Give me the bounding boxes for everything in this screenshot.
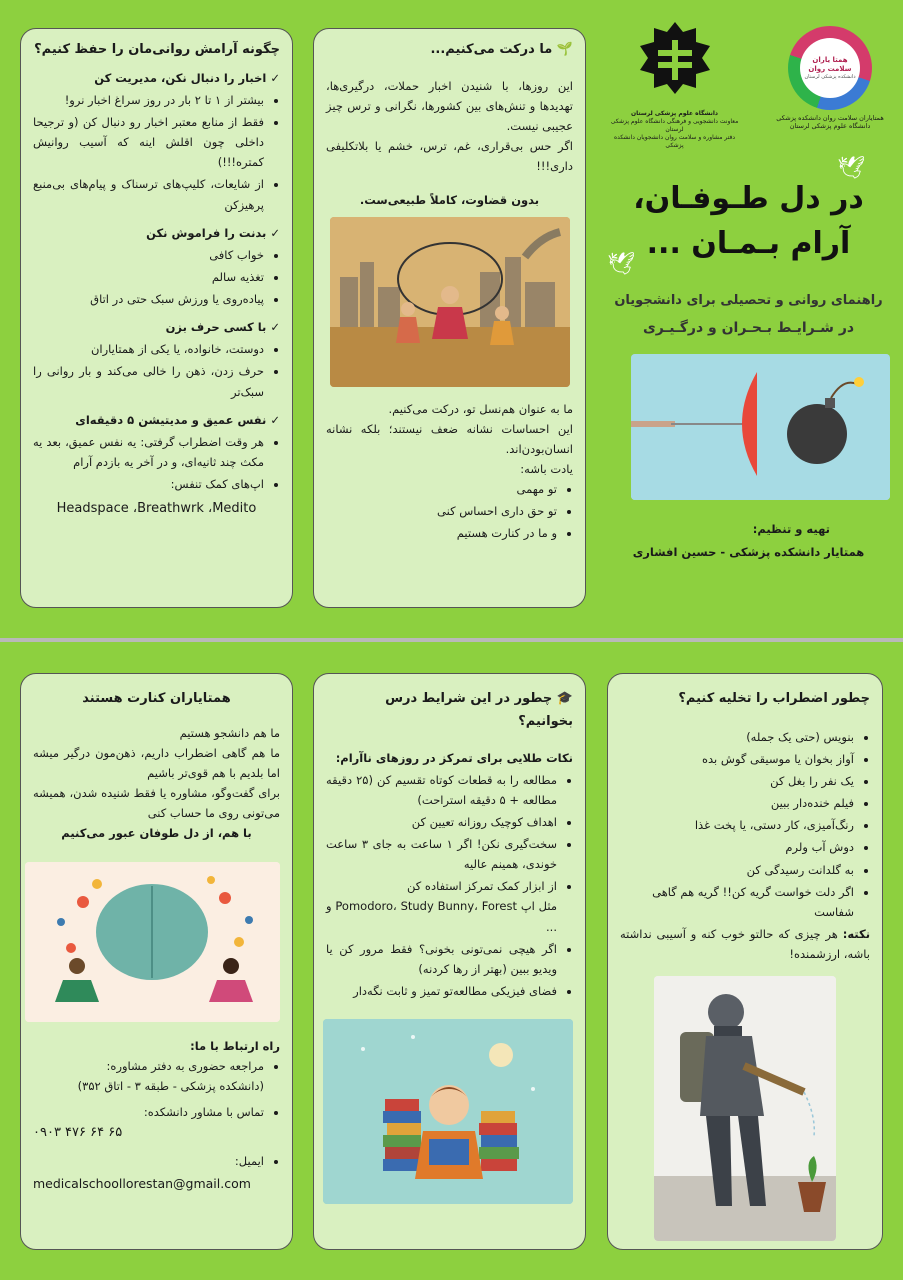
study-list (326, 770, 573, 1001)
list-item: • بنویس (حتی یک جمله) (620, 727, 854, 747)
dove-icon: 🕊 (607, 252, 635, 277)
understand-intro-2: اگر حس بی‌قراری، غم، ترس، خشم یا بلاتکلیفی داری!!! (326, 139, 573, 174)
soldier-plant-art (654, 976, 836, 1241)
cover-panel (607, 20, 890, 620)
panel-study-title: 🎓 چطور در این شرایط درس بخوانیم؟ (385, 691, 573, 729)
list-item: • رنگ‌آمیزی، کار دستی، یا پخت غذا (620, 815, 854, 835)
list-item: • تو حق داری احساس کنی (326, 501, 557, 521)
peers-line: برای گفت‌وگو، مشاوره یا فقط شنیده شدن، همیشه می‌تونی روی ما حساب کنی (33, 786, 280, 821)
focus-tools: Pomodoro، Study Bunny، Forest (335, 899, 517, 914)
list-item: • فضای فیزیکی مطالعه‌تو تمیز و ثابت نگه‌دار (326, 981, 557, 1001)
panel-we-understand-title: 🌱 ما درکت می‌کنیم... (430, 42, 573, 57)
calm-list-talk (33, 339, 280, 401)
list-item: • بیشتر از ۱ تا ۲ بار در روز سراغ اخبار نرو! (33, 90, 264, 110)
note-label: نکته: (842, 926, 871, 941)
list-item: • پیاده‌روی یا ورزش سبک حتی در اتاق (33, 289, 264, 309)
logo-inner-text: دانشکده پزشکی لرستان (804, 73, 856, 80)
prepared-label: تهیه و تنظیم: (752, 522, 830, 536)
peers-lines (33, 723, 280, 824)
contact-title: راه ارتباط با ما: (190, 1038, 280, 1053)
calm-heading-body: ✓ بدنت را فراموش نکن (146, 225, 280, 240)
cover-title-line2: آرام بـمـان ... (646, 226, 851, 261)
panel-keep-calm (20, 28, 293, 608)
university-emblem-icon (630, 20, 720, 104)
soldier-watering-plant-illustration (654, 976, 836, 1241)
list-item: • آواز بخوان یا موسیقی گوش بده (620, 749, 854, 769)
list-item: • مطالعه را به قطعات کوتاه تقسیم کن (۲۵ دقیقه مطالعه + ۵ دقیقه استراحت) (326, 770, 557, 810)
reading-boy-art (323, 1019, 573, 1204)
contact-item: • مراجعه حضوری به دفتر مشاوره: (دانشکده پزشکی - طبقه ۳ - اتاق ۳۵۲) (33, 1056, 264, 1096)
sprout-icon: 🌱 (556, 42, 573, 57)
understand-para-2: این احساسات نشانه ضعف نیستند؛ بلکه نشانه انسان‌بودن‌اند. (326, 421, 573, 456)
contact-list (33, 1056, 280, 1171)
cover-title-line1: در دل طـوفـان، (633, 181, 864, 216)
understand-intro: این روزها، با شنیدن اخبار حملات، درگیری‌ها، تهدیدها و تنش‌های بین کشورها، نگرانی و ترس چیز عجیبی نیست. (326, 78, 573, 133)
remember-label: یادت باشه: (520, 461, 573, 476)
contact-item: • تماس با مشاور دانشکده: ۰۹۰۳ ۴۷۶ ۶۴ ۶۵ (33, 1102, 264, 1145)
office-location: (دانشکده پزشکی - طبقه ۳ - اتاق ۳۵۲) (77, 1078, 264, 1093)
list-item: • اگر هیچی نمی‌تونی بخونی؟ فقط مرور کن یا ویدیو ببین (بهتر از رها کردنه) (326, 939, 557, 979)
list-item: • هر وقت اضطراب گرفتی: یه نفس عمیق، بعد یه مکث چند ثانیه‌ای، و در آخر یه بازدم آرام (33, 432, 264, 472)
prepared-by: همتایار دانشکده پزشکی - حسین افشاری (632, 545, 865, 559)
anxiety-list (620, 727, 870, 922)
contact-item: • ایمیل: (33, 1151, 264, 1171)
panel-study (313, 673, 586, 1250)
calm-list-news (33, 90, 280, 215)
calm-heading-talk: ✓ با کسی حرف بزن (165, 320, 280, 335)
list-item: • از ابزار کمک تمرکز استفاده کن مثل اپ Pomodoro، Study Bunny، Forest و ... (326, 876, 557, 936)
list-item: • اگر دلت خواست گریه کن!! گریه هم گاهی شفاست (620, 882, 854, 922)
calm-list-body (33, 245, 280, 309)
peers-line: ما هم دانشجو هستیم (179, 725, 280, 740)
list-item: • به گلدانت رسیدگی کن (620, 860, 854, 880)
children-war-illustration (330, 217, 570, 387)
panel-we-understand (313, 28, 586, 608)
cover-subtitle-line2: در شـرایـط بـحـران و درگـیـری (642, 320, 855, 336)
list-item: • خواب کافی (33, 245, 264, 265)
panel-peers (20, 673, 293, 1250)
list-item: • دوش آب ولرم (620, 837, 854, 857)
list-item: • اپ‌های کمک تنفس: (33, 474, 264, 494)
email-address[interactable]: medicalschoollorestan@gmail.com (33, 1175, 251, 1191)
list-item: • و ما در کنارت هستیم (326, 523, 557, 543)
understand-para: ما به عنوان هم‌نسل تو، درکت می‌کنیم. (388, 401, 573, 416)
peer-logo-caption: همتایاران سلامت روان دانشکده پزشکی دانشگاه علوم پزشکی لرستان (776, 114, 884, 131)
list-item: • از شایعات، کلیپ‌های ترسناک و پیام‌های بی‌منبع پرهیزکن (33, 174, 264, 214)
dove-icon: 🕊 (837, 156, 865, 181)
graduation-cap-icon: 🎓 (556, 691, 573, 706)
umbrella-bomb-illustration (631, 354, 890, 500)
list-item: • تغذیه سالم (33, 267, 264, 287)
logos-row (607, 20, 890, 150)
list-item: • دوستت، خانواده، یا یکی از همتایاران (33, 339, 264, 359)
reading-boy-illustration (323, 1019, 573, 1204)
logo-text: همتا یاران سلامت روان (808, 55, 852, 73)
list-item: • اهداف کوچیک روزانه تعیین کن (326, 812, 557, 832)
panel-anxiety (607, 673, 883, 1250)
list-item: • یک نفر را بغل کن (620, 771, 854, 791)
phone-number: ۰۹۰۳ ۴۷۶ ۶۴ ۶۵ (33, 1125, 123, 1140)
remember-list (326, 479, 573, 543)
prepared-block (607, 518, 890, 564)
peer-support-logo (770, 20, 890, 140)
children-war-art (330, 217, 570, 387)
list-item: • حرف زدن، ذهن را خالی می‌کند و بار روانی را سبک‌تر (33, 361, 264, 401)
fold-divider (0, 638, 903, 642)
meditation-art (25, 862, 280, 1022)
list-item: • تو مهمی (326, 479, 557, 499)
list-item: • سخت‌گیری نکن! اگر ۱ ساعت به جای ۳ ساعت خوندی، همینم عالیه (326, 834, 557, 874)
understand-emphasis: بدون قضاوت، کاملاً طبیعی‌ست. (359, 193, 540, 208)
umbrella-bomb-art (631, 354, 890, 500)
peers-line: ما هم گاهی اضطراب داریم، ذهن‌مون درگیر میشه اما بلدیم با هم قوی‌تر باشیم (33, 745, 280, 780)
peers-emphasis: با هم، از دل طوفان عبور می‌کنیم (61, 826, 252, 841)
panel-keep-calm-title: چگونه آرامش روانی‌مان را حفظ کنیم؟ (34, 42, 280, 57)
list-item: • فیلم خنده‌دار ببین (620, 793, 854, 813)
calm-heading-breath: ✓ نفس عمیق و مدیتیشن ۵ دقیقه‌ای (75, 412, 280, 427)
calm-list-breath (33, 432, 280, 494)
calm-heading-news: ✓ اخبار را دنبال نکن، مدیریت کن (94, 70, 280, 85)
cover-subtitle-line1: راهنمای روانی و تحصیلی برای دانشجویان (614, 293, 883, 308)
list-item: • فقط از منابع معتبر اخبار رو دنبال کن (و ترجیحا داخلی چون اقلش اینه که آسیب روانیش کمتره!!!) (33, 112, 264, 172)
study-subtitle: نکات طلایی برای تمرکز در روزهای ناآرام: (335, 750, 573, 765)
panel-anxiety-title: چطور اضطراب را تخلیه کنیم؟ (678, 691, 870, 706)
cover-title-block (607, 156, 890, 277)
cover-subtitle-block (607, 288, 890, 342)
meditation-brain-illustration (25, 862, 280, 1022)
anxiety-note: نکته: هر چیزی که حالتو خوب کنه و آسیبی نداشته باشه، ارزشمنده! (620, 926, 871, 961)
university-logo (607, 20, 742, 150)
breathing-apps: Headspace ،Breathwrk ،Medito (56, 501, 257, 517)
university-logo-caption: دانشگاه علوم پزشکی لرستان معاونت دانشجویی و فرهنگی دانشگاه علوم پزشکی لرستان دفتر مشاوره و سلامت روان دانشجویان دانشکده پزشکی (610, 110, 739, 150)
panel-peers-title: همتایاران کنارت هستند (82, 691, 231, 706)
